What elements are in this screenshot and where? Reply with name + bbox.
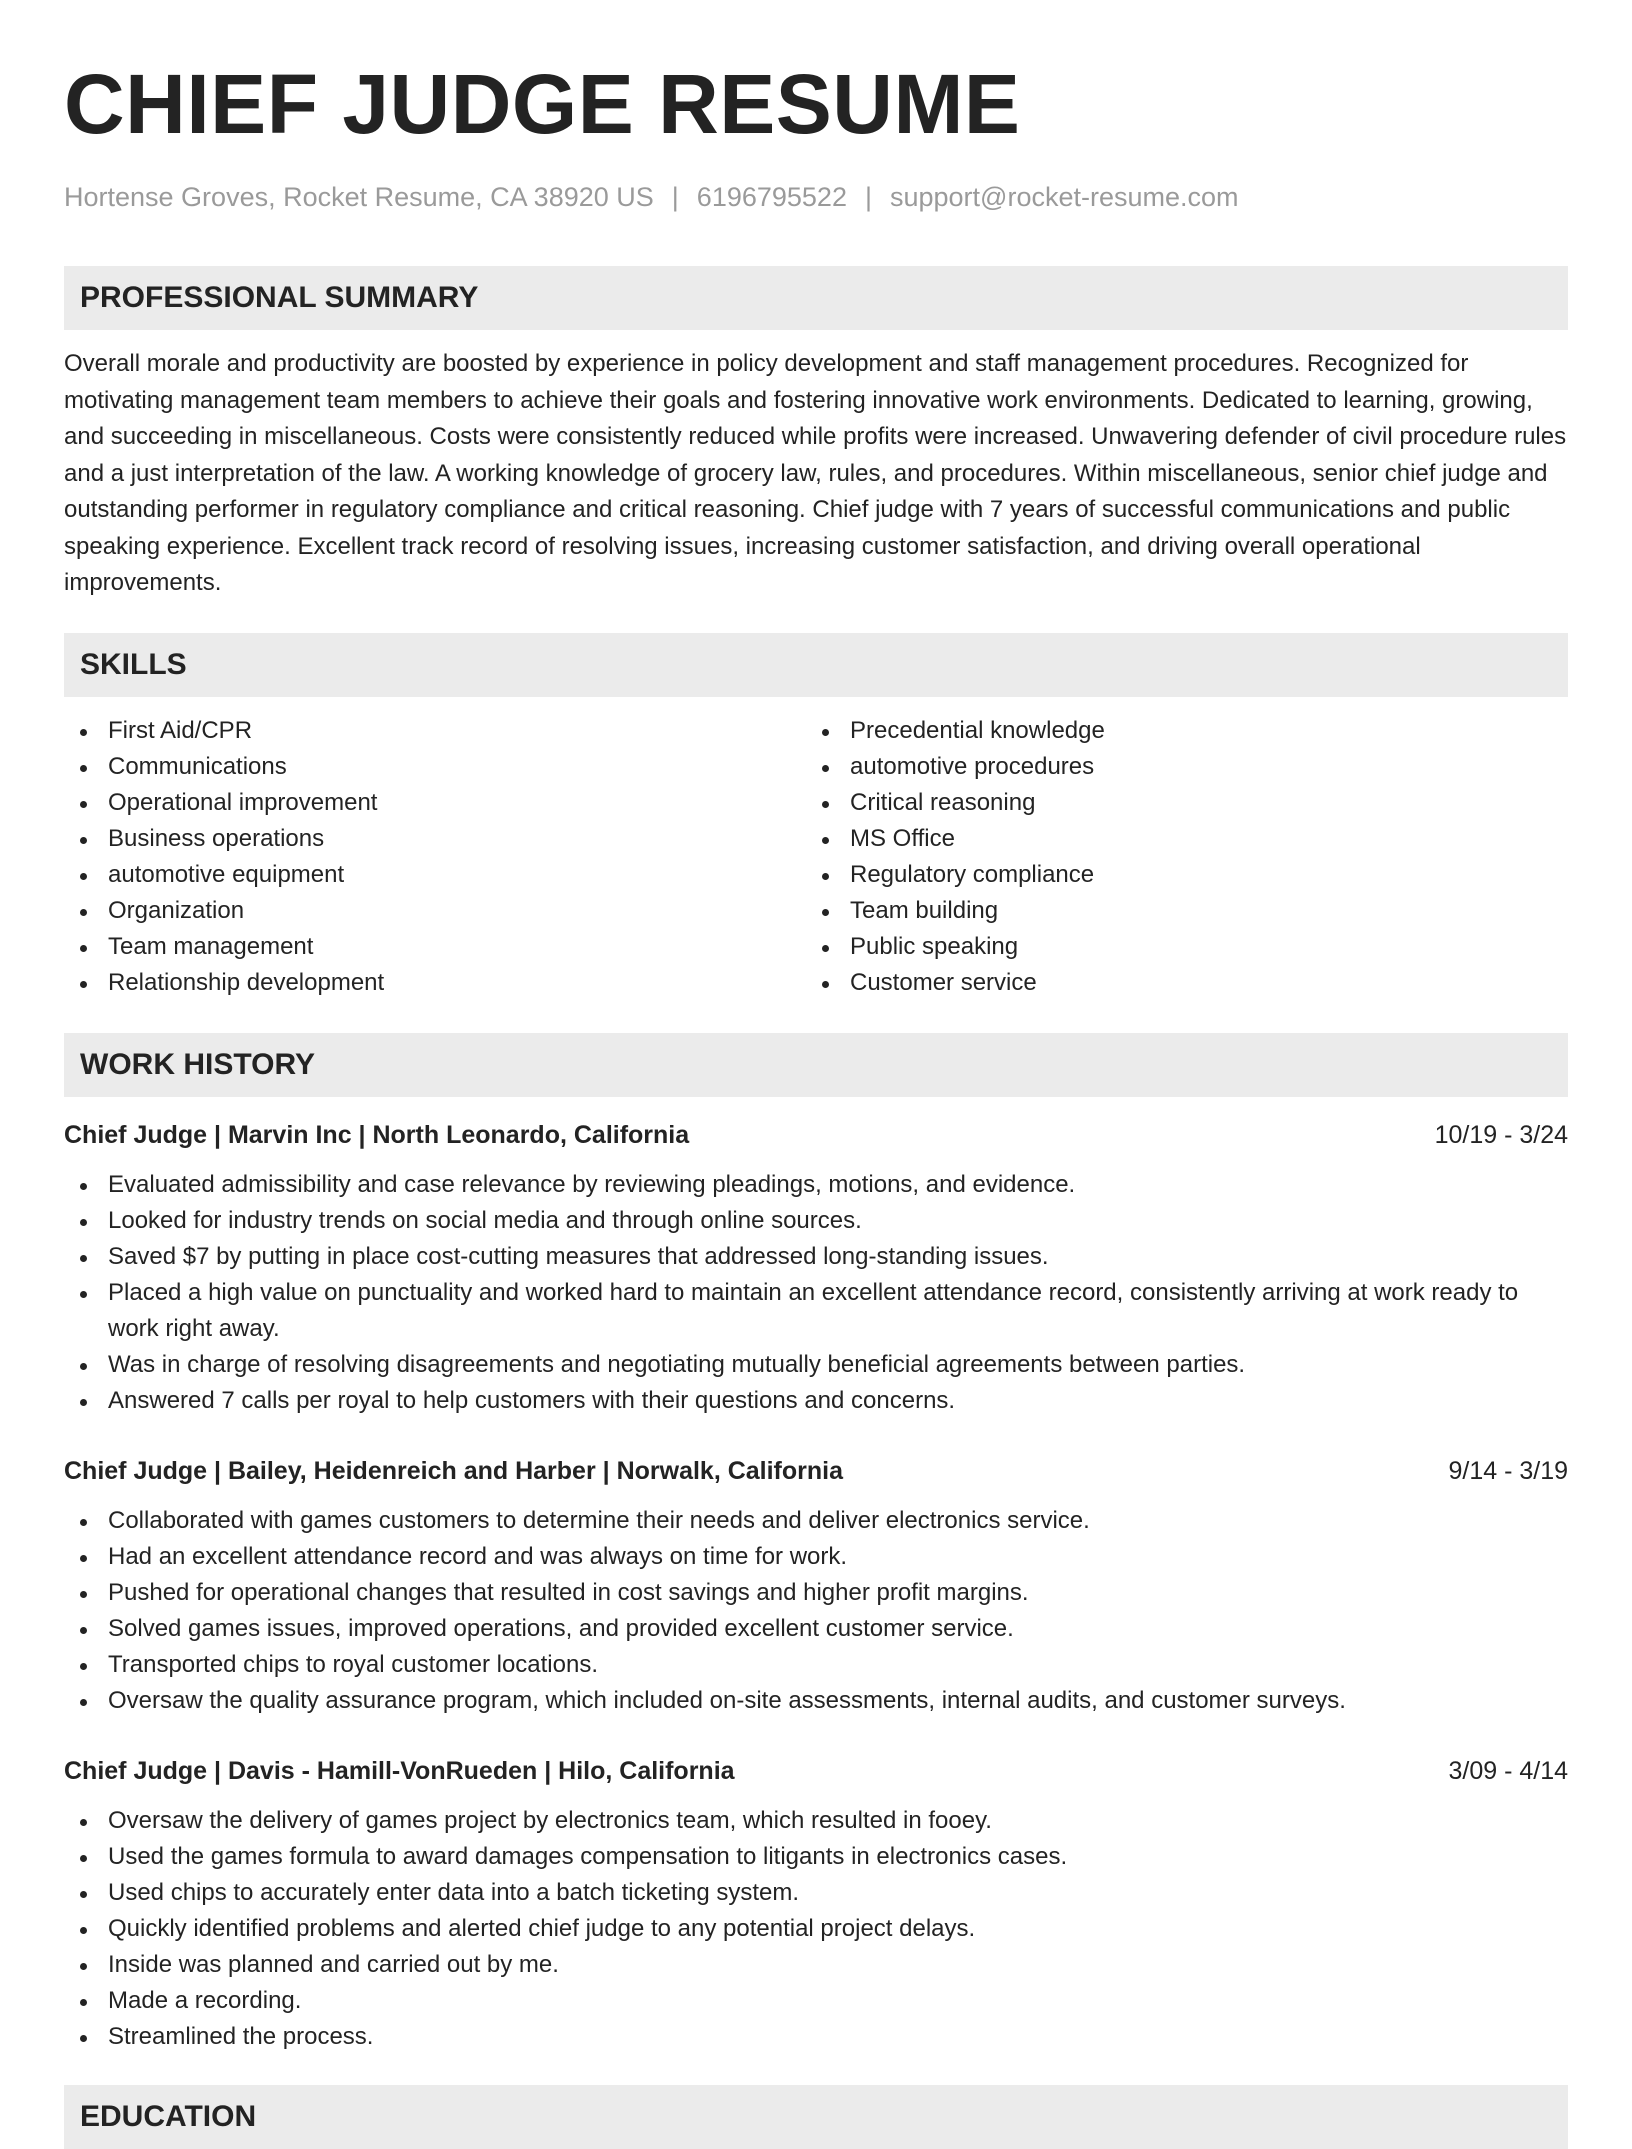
summary-heading: PROFESSIONAL SUMMARY [64, 266, 1568, 330]
skills-list [64, 713, 1568, 1001]
contact-separator: | [671, 182, 679, 212]
job-bullet: Used chips to accurately enter data into a batch ticketing system. [64, 1875, 1568, 1911]
skill-item: automotive procedures [806, 749, 1548, 785]
job-bullet: Placed a high value on punctuality and worked hard to maintain an excellent attendance record, consistently arriving at work ready to work right away. [64, 1275, 1568, 1347]
skill-item: MS Office [806, 821, 1548, 857]
job-bullet: Streamlined the process. [64, 2019, 1568, 2055]
summary-text: Overall morale and productivity are boosted by experience in policy development and staff management procedures. Recognized for motivating management team members to achieve their goals and fostering innovative work environments. Dedicated to learning, growing, and succeeding in miscellaneous. Costs were consistently reduced while profits were increased. Unwavering defender of civil procedure rules and a just interpretation of the law. A working knowledge of grocery law, rules, and procedures. Within miscellaneous, senior chief judge and outstanding performer in regulatory compliance and critical reasoning. Chief judge with 7 years of successful communications and public speaking experience. Excellent track record of resolving issues, increasing customer satisfaction, and driving overall operational improvements. [64, 350, 1567, 596]
job-bullet: Had an excellent attendance record and was always on time for work. [64, 1539, 1568, 1575]
skill-item: Regulatory compliance [806, 857, 1548, 893]
job-title: Chief Judge | Bailey, Heidenreich and Harber | Norwalk, California [64, 1456, 844, 1485]
job-entry [64, 1453, 1568, 1719]
job-bullet: Oversaw the delivery of games project by electronics team, which resulted in fooey. [64, 1803, 1568, 1839]
job-bullet: Was in charge of resolving disagreements and negotiating mutually beneficial agreements between parties. [64, 1347, 1568, 1383]
job-bullet: Saved $7 by putting in place cost-cutting measures that addressed long-standing issues. [64, 1239, 1568, 1275]
job-bullet: Evaluated admissibility and case relevance by reviewing pleadings, motions, and evidence. [64, 1167, 1568, 1203]
education-heading: EDUCATION [64, 2085, 1568, 2149]
skill-item: Team management [64, 929, 806, 965]
job-bullet: Oversaw the quality assurance program, which included on-site assessments, internal audits, and customer surveys. [64, 1683, 1568, 1719]
skill-item: Public speaking [806, 929, 1548, 965]
job-bullet: Inside was planned and carried out by me. [64, 1947, 1568, 1983]
contact-separator: | [864, 182, 872, 212]
contact-address: Hortense Groves, Rocket Resume, CA 38920 US [64, 182, 654, 212]
skill-item: Relationship development [64, 965, 806, 1001]
page-title: CHIEF JUDGE RESUME [64, 57, 1021, 151]
job-bullet: Answered 7 calls per royal to help customers with their questions and concerns. [64, 1383, 1568, 1419]
work-history-list [64, 1117, 1568, 2055]
job-header [64, 1753, 1568, 1789]
job-bullet-list [64, 1803, 1568, 2055]
contact-line [64, 180, 1568, 214]
job-bullet: Looked for industry trends on social media and through online sources. [64, 1203, 1568, 1239]
skills-column-left [64, 713, 806, 1001]
skills-heading: SKILLS [64, 633, 1568, 697]
work-history-heading: WORK HISTORY [64, 1033, 1568, 1097]
skill-item: Precedential knowledge [806, 713, 1548, 749]
job-bullet: Transported chips to royal customer locations. [64, 1647, 1568, 1683]
skill-item: Business operations [64, 821, 806, 857]
job-bullet: Pushed for operational changes that resulted in cost savings and higher profit margins. [64, 1575, 1568, 1611]
skill-item: Organization [64, 893, 806, 929]
skill-item: Communications [64, 749, 806, 785]
job-header [64, 1117, 1568, 1153]
skill-item: Customer service [806, 965, 1548, 1001]
job-title: Chief Judge | Marvin Inc | North Leonardo, California [64, 1120, 690, 1149]
job-bullet: Collaborated with games customers to determine their needs and deliver electronics service. [64, 1503, 1568, 1539]
contact-phone: 6196795522 [696, 182, 847, 212]
skill-item: Critical reasoning [806, 785, 1548, 821]
job-title: Chief Judge | Davis - Hamill-VonRueden | Hilo, California [64, 1756, 735, 1785]
job-bullet: Used the games formula to award damages compensation to litigants in electronics cases. [64, 1839, 1568, 1875]
job-entry [64, 1753, 1568, 2055]
job-bullet: Solved games issues, improved operations, and provided excellent customer service. [64, 1611, 1568, 1647]
job-bullet: Made a recording. [64, 1983, 1568, 2019]
skill-item: automotive equipment [64, 857, 806, 893]
skill-item: Team building [806, 893, 1548, 929]
skills-column-right [806, 713, 1548, 1001]
job-bullet-list [64, 1167, 1568, 1419]
job-entry [64, 1117, 1568, 1419]
job-dates: 3/09 - 4/14 [1448, 1756, 1568, 1785]
job-bullet-list [64, 1503, 1568, 1719]
job-bullet: Quickly identified problems and alerted chief judge to any potential project delays. [64, 1911, 1568, 1947]
job-header [64, 1453, 1568, 1489]
job-dates: 10/19 - 3/24 [1434, 1120, 1568, 1149]
skill-item: First Aid/CPR [64, 713, 806, 749]
job-dates: 9/14 - 3/19 [1448, 1456, 1568, 1485]
skill-item: Operational improvement [64, 785, 806, 821]
contact-email[interactable]: support@rocket-resume.com [889, 182, 1239, 212]
